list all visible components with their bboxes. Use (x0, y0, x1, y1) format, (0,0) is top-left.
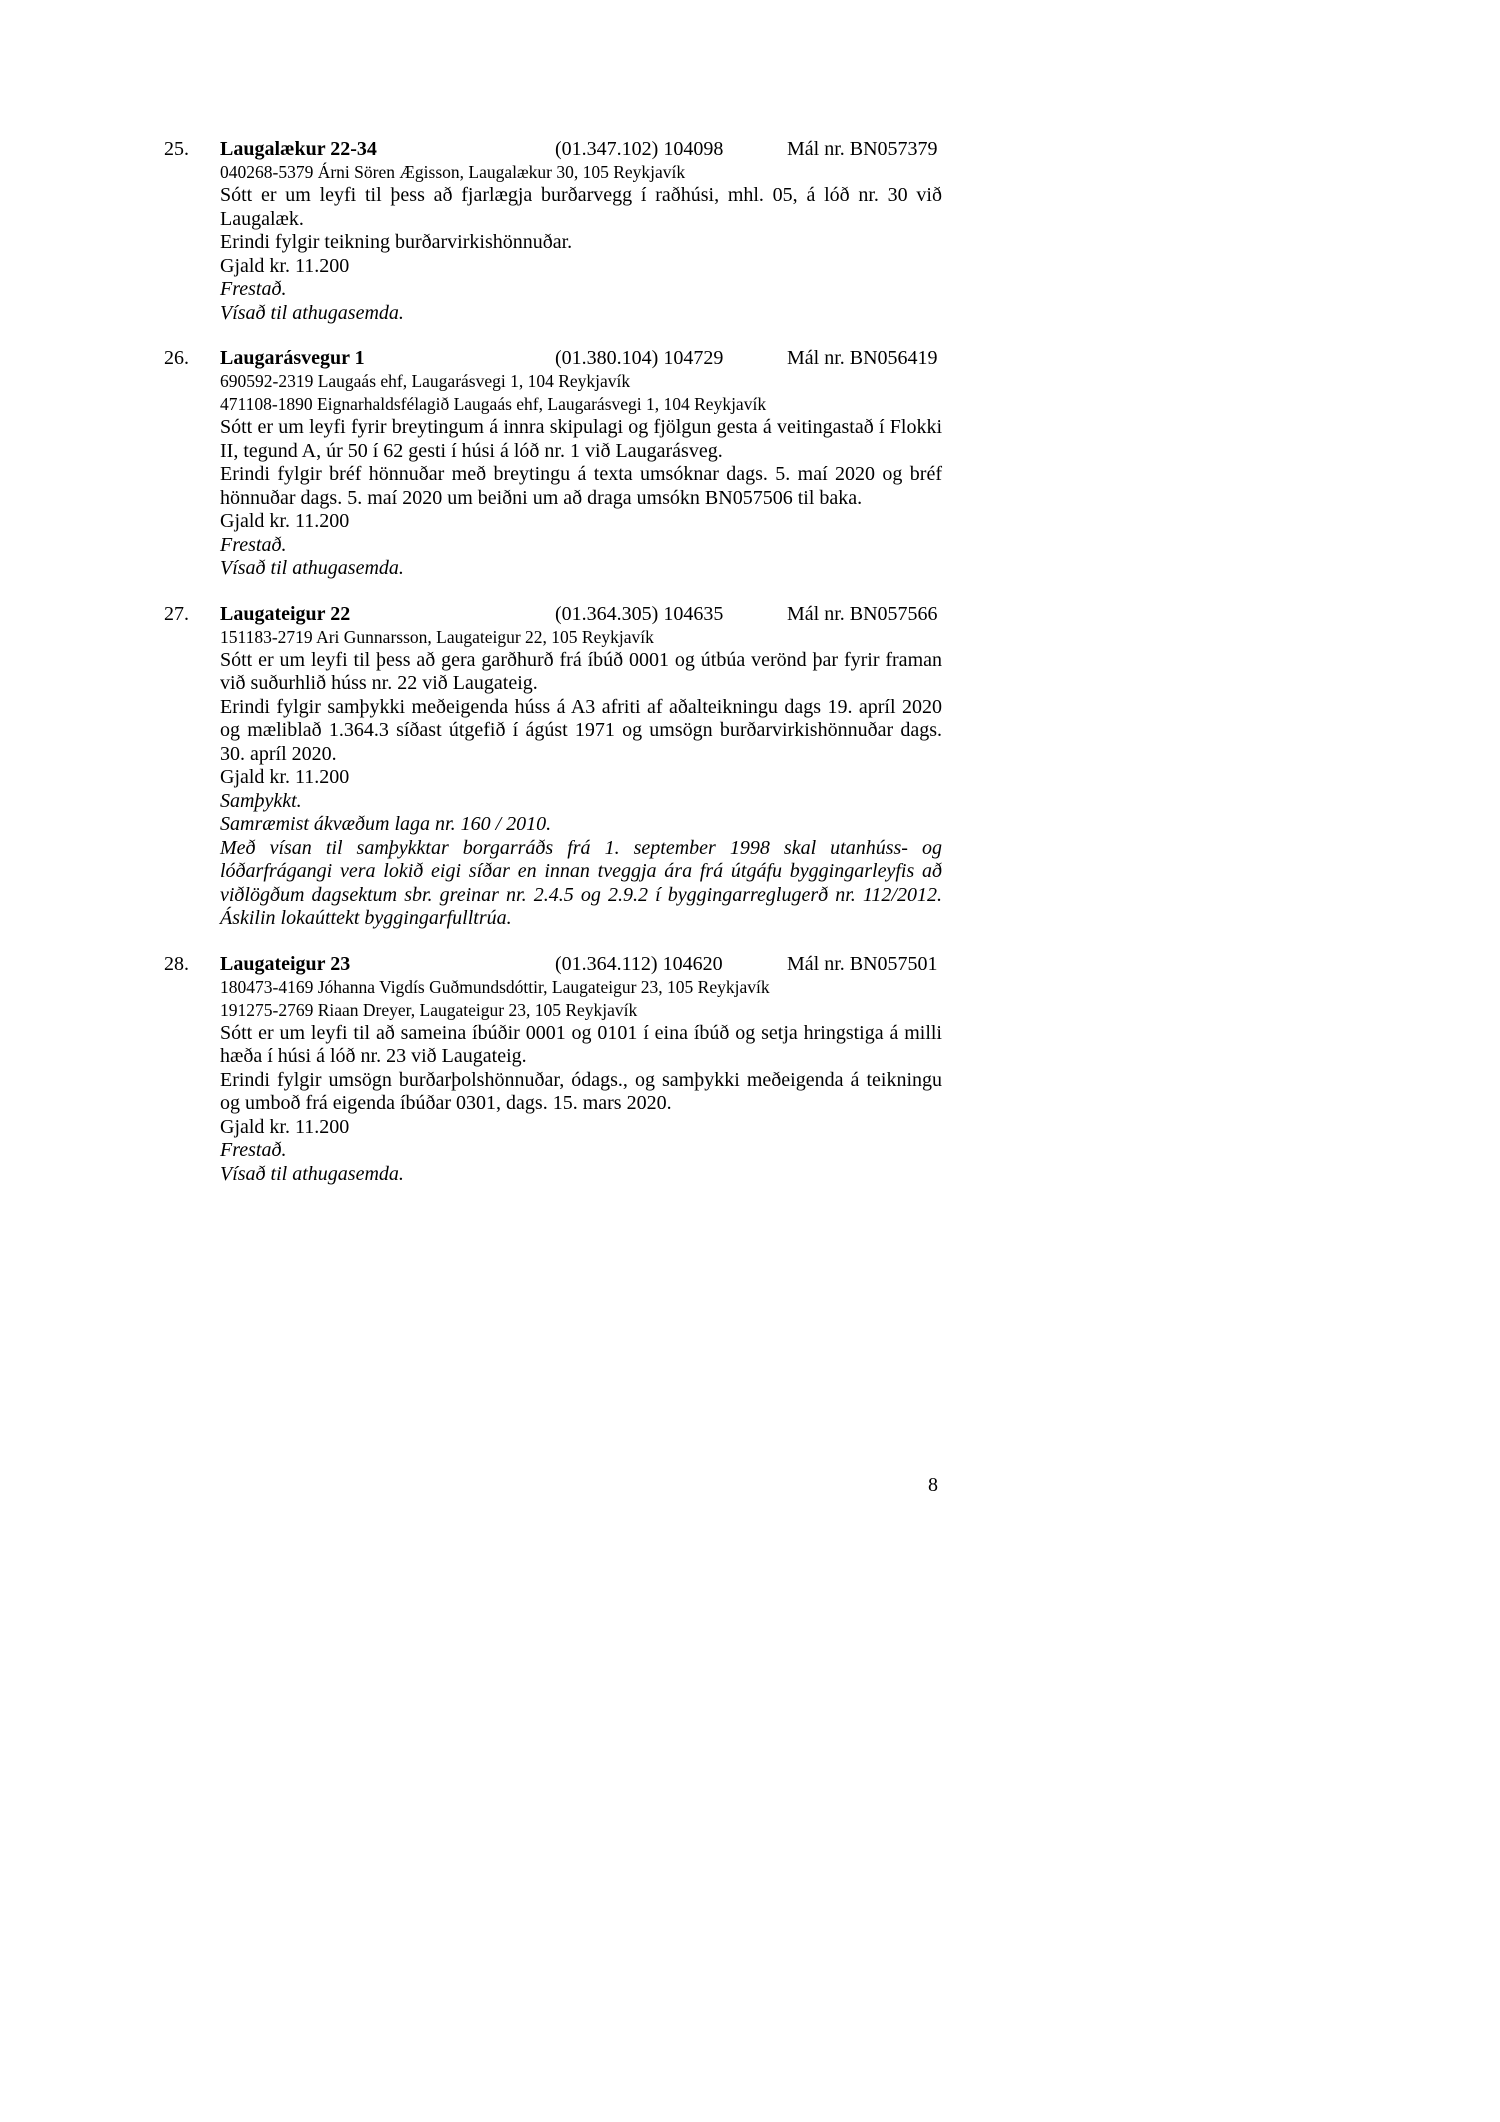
body-paragraph: Erindi fylgir teikning burðarvirkishönnuðar. (220, 231, 573, 253)
item-header (220, 952, 942, 976)
item-header (220, 602, 942, 626)
decision-line: Vísað til athugasemda. (220, 301, 404, 324)
case-number: Mál nr. BN056419 (787, 347, 938, 369)
body-paragraph: Sótt er um leyfi til þess að fjarlægja burðarvegg í raðhúsi, mhl. 05, á lóð nr. 30 við Laugalæk. (220, 184, 942, 230)
decision-line: Samræmist ákvæðum laga nr. 160 / 2010. (220, 813, 552, 835)
registrant-line: 040268-5379 Árni Sören Ægisson, Laugalækur 30, 105 Reykjavík (220, 162, 686, 182)
item-number: 26. (164, 347, 189, 369)
decision-line: Frestað. (220, 1139, 287, 1161)
body-paragraph: Sótt er um leyfi til þess að gera garðhurð frá íbúð 0001 og útbúa verönd þar fyrir framan við suðurhlið húss nr. 22 við Laugateig. (220, 648, 942, 694)
item-property-code: (01.364.305) 104635 (555, 602, 724, 625)
item-property-code: (01.364.112) 104620 (555, 952, 723, 975)
item-property-code: (01.347.102) 104098 (555, 138, 724, 160)
item-title: Laugalækur 22-34 (220, 138, 377, 160)
item-title: Laugateigur 22 (220, 602, 351, 625)
agenda-item (164, 952, 942, 1187)
body-paragraph: Erindi fylgir umsögn burðarþolshönnuðar, ódags., og samþykki meðeigenda á teikningu og umboð frá eigenda íbúðar 0301, dags. 15. mars 2020. (220, 1068, 942, 1114)
item-title: Laugateigur 23 (220, 952, 351, 975)
registrant-line: 180473-4169 Jóhanna Vigdís Guðmundsdóttir, Laugateigur 23, 105 Reykjavík (220, 976, 770, 997)
fee-line: Gjald kr. 11.200 (220, 1115, 350, 1138)
body-paragraph: Sótt er um leyfi til að sameina íbúðir 0001 og 0101 í eina íbúð og setja hringstiga á milli hæða í húsi á lóð nr. 23 við Laugateig. (220, 1021, 942, 1067)
case-number: Mál nr. BN057501 (787, 952, 938, 975)
case-number: Mál nr. BN057566 (787, 602, 938, 625)
agenda-items-list (164, 137, 942, 1207)
case-number: Mál nr. BN057379 (787, 138, 938, 160)
registrant-line: 471108-1890 Eignarhaldsfélagið Laugaás ehf, Laugarásvegi 1, 104 Reykjavík (220, 394, 767, 414)
registrant-line: 191275-2769 Riaan Dreyer, Laugateigur 23, 105 Reykjavík (220, 999, 638, 1020)
body-paragraph: Erindi fylgir samþykki meðeigenda húss á A3 afriti af aðalteikningu dags 19. apríl 2020 og mæliblað 1.364.3 síðast útgefið í ágúst 1971 og umsögn burðarvirkishönnuðar dags. 30. apríl 2020. (220, 695, 942, 765)
item-header (220, 346, 942, 370)
registrant-line: 151183-2719 Ari Gunnarsson, Laugateigur 22, 105 Reykjavík (220, 626, 654, 647)
item-number: 27. (164, 602, 189, 625)
decision-line: Samþykkt. (220, 789, 302, 812)
decision-line: Vísað til athugasemda. (220, 557, 404, 579)
decision-line: Frestað. (220, 533, 287, 556)
fee-line: Gjald kr. 11.200 (220, 254, 350, 277)
page-number: 8 (928, 1474, 938, 1496)
decision-line: Vísað til athugasemda. (220, 1162, 404, 1185)
agenda-item (164, 137, 942, 325)
decision-line: Með vísan til samþykktar borgarráðs frá 1. september 1998 skal utanhúss- og lóðarfrágangi vera lokið eigi síðar en innan tveggja ára frá útgáfu byggingarleyfis að viðlögðum dagsektum sbr. greinar nr. 2.4.5 og 2.9.2 í byggingarreglugerð nr. 112/2012. Áskilin lokaúttekt byggingarfulltrúa. (220, 836, 942, 929)
agenda-item (164, 602, 942, 931)
item-property-code: (01.380.104) 104729 (555, 347, 724, 369)
fee-line: Gjald kr. 11.200 (220, 766, 350, 788)
agenda-item (164, 346, 942, 581)
fee-line: Gjald kr. 11.200 (220, 510, 350, 532)
body-paragraph: Sótt er um leyfi fyrir breytingum á innra skipulagi og fjölgun gesta á veitingastað í Flokki II, tegund A, úr 50 í 62 gesti í húsi á lóð nr. 1 við Laugarásveg. (220, 416, 942, 462)
item-number: 28. (164, 952, 189, 975)
item-title: Laugarásvegur 1 (220, 347, 365, 369)
body-paragraph: Erindi fylgir bréf hönnuðar með breytingu á texta umsóknar dags. 5. maí 2020 og bréf hönnuðar dags. 5. maí 2020 um beiðni um að draga umsókn BN057506 til baka. (220, 463, 942, 509)
item-header (220, 137, 942, 161)
decision-line: Frestað. (220, 278, 287, 300)
item-number: 25. (164, 138, 189, 160)
registrant-line: 690592-2319 Laugaás ehf, Laugarásvegi 1, 104 Reykjavík (220, 371, 631, 391)
